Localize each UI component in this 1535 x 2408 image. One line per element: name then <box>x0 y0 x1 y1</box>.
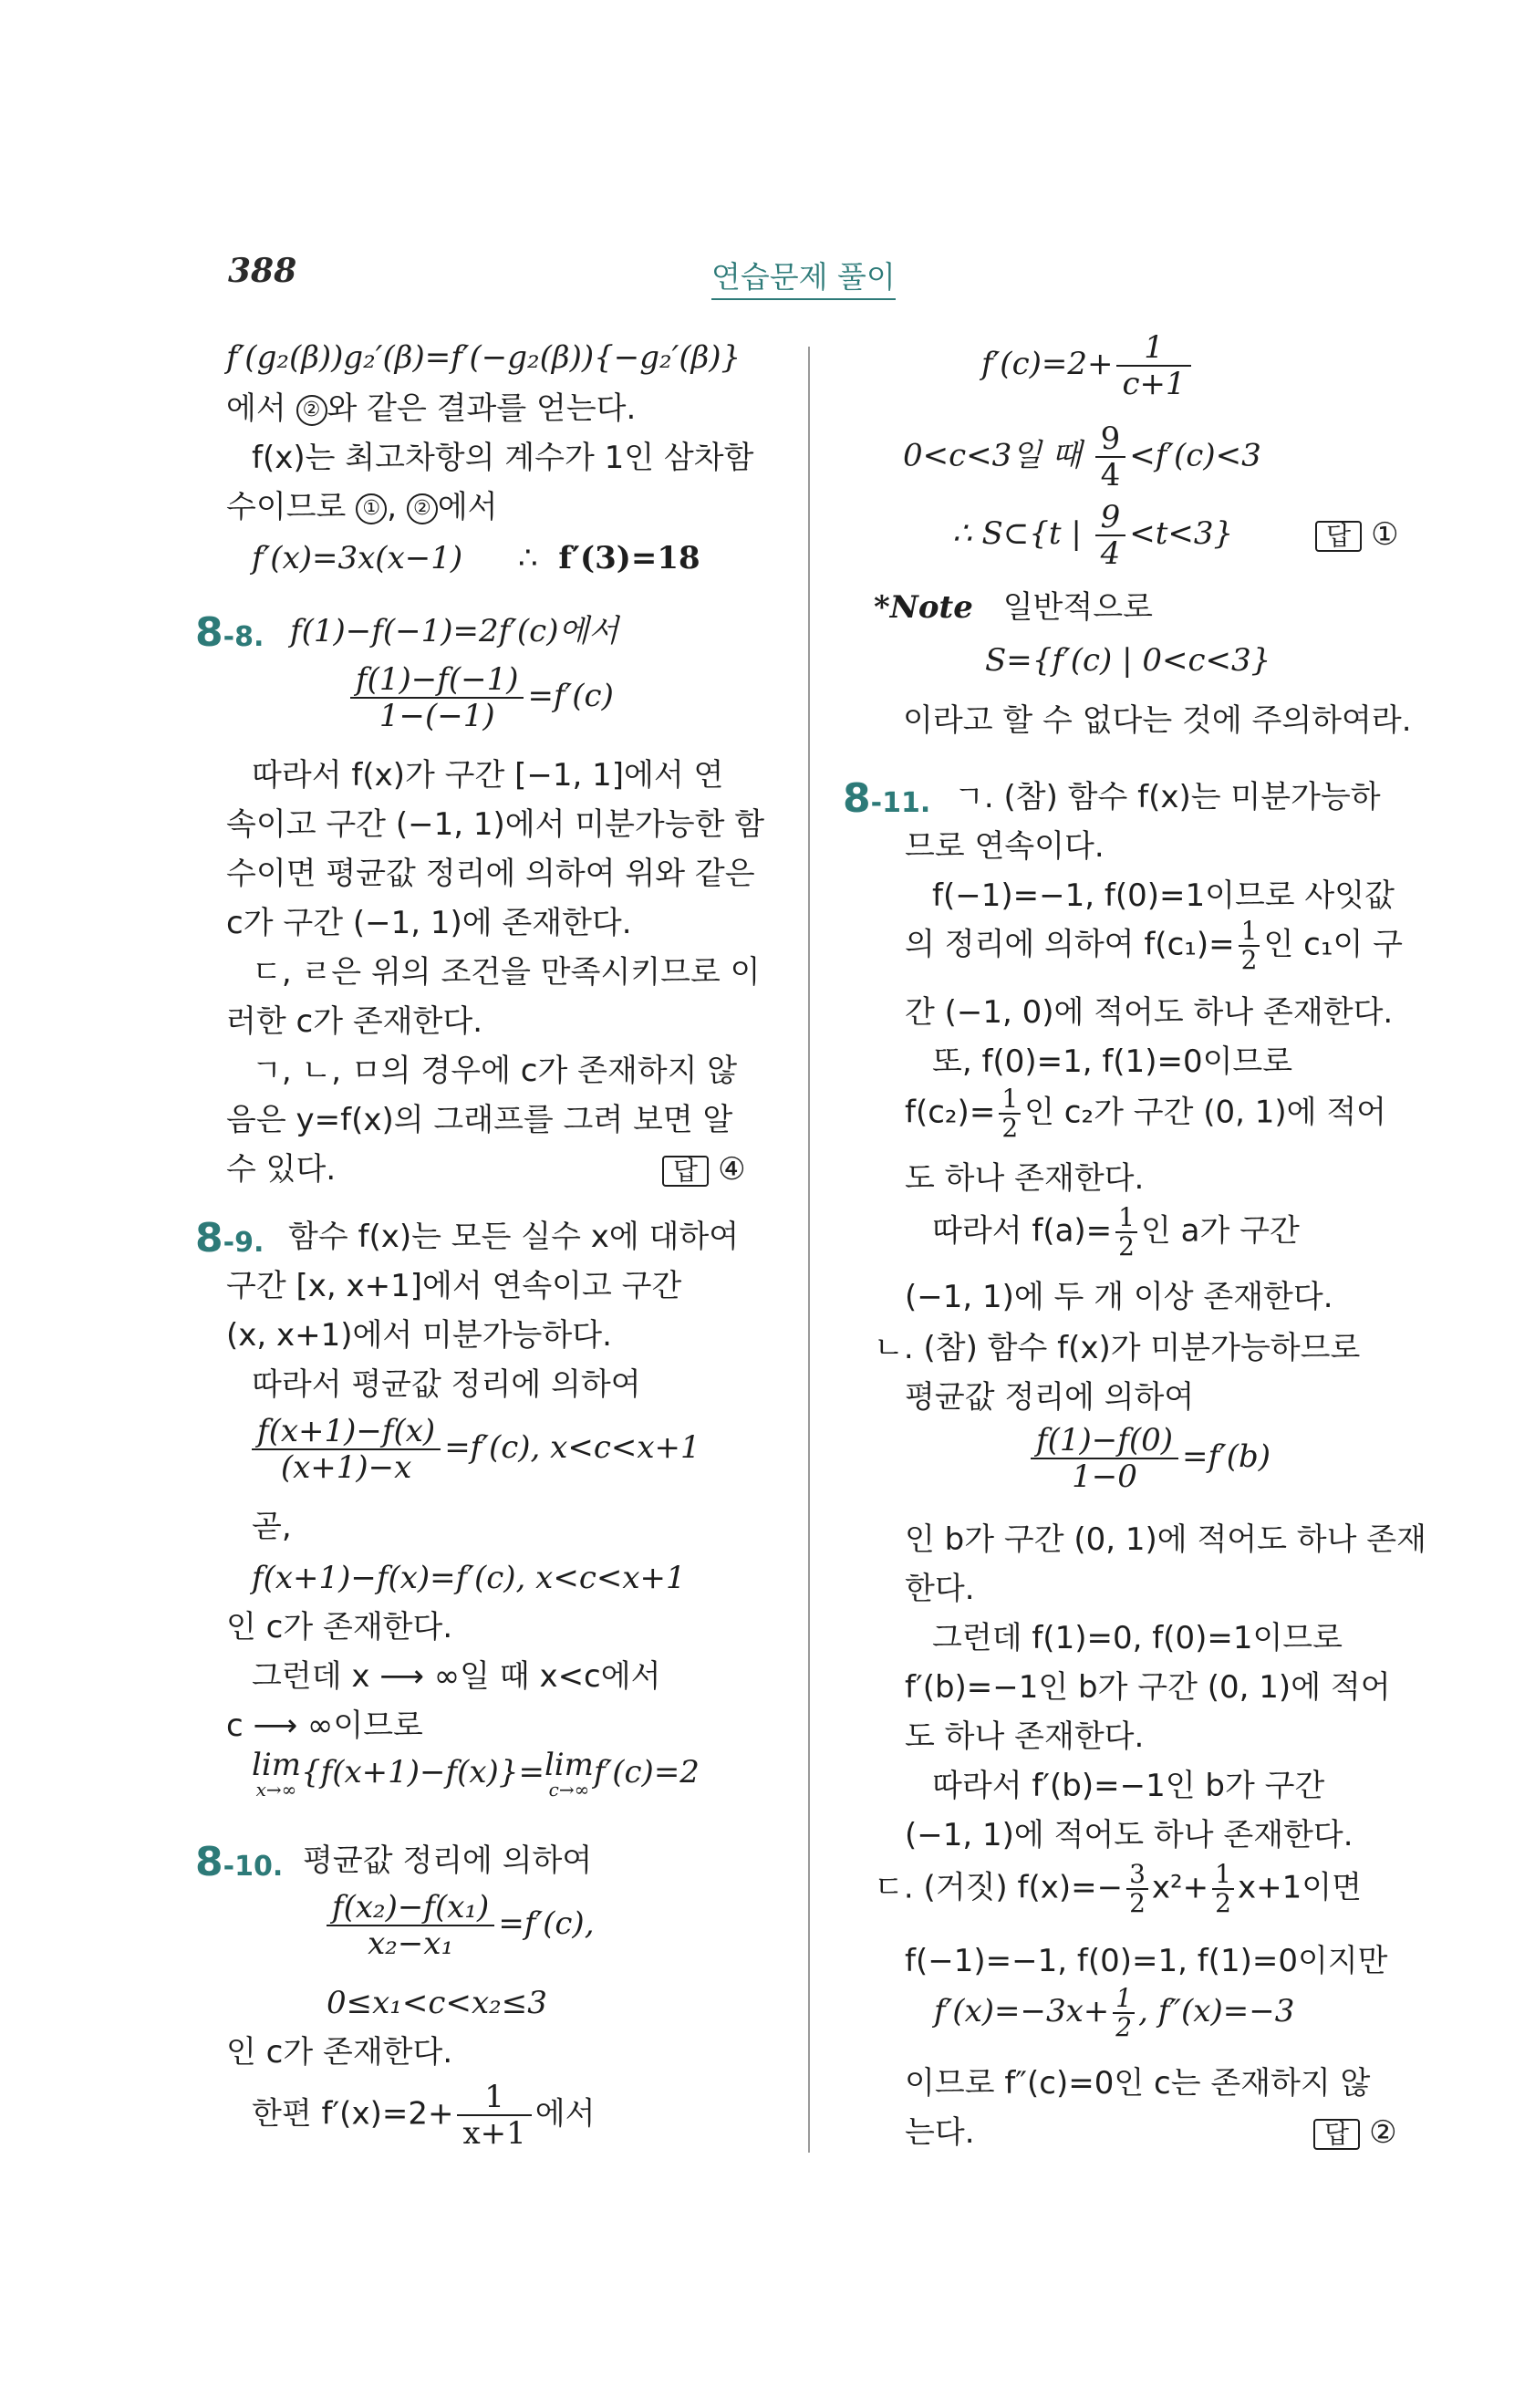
text-line: 그런데 x ⟶ ∞일 때 x<c에서 <box>252 1658 661 1695</box>
text-line: 따라서 평균값 정리에 의하여 <box>252 1366 641 1403</box>
text-line: 따라서 f′(b)=−1인 b가 구간 <box>932 1768 1325 1804</box>
text-line: 그런데 f(1)=0, f(0)=1이므로 <box>932 1620 1343 1656</box>
text-line: 도 하나 존재한다. <box>905 1160 1145 1197</box>
note-line: *Note 일반적으로 <box>874 589 1153 626</box>
answer-label: 답 <box>662 1156 709 1187</box>
text-line: 인 c가 존재한다. <box>226 2034 453 2071</box>
text-line: f(−1)=−1, f(0)=1, f(1)=0이지만 <box>905 1943 1388 1979</box>
circled-label: ② <box>296 395 327 426</box>
text-line: 는다. <box>905 2114 975 2151</box>
text-line: f(c₂)= $\frac{1}{2}$ 인 c₂가 구간 (0, 1)에 적어 <box>905 1084 1387 1143</box>
set-equation: S={f′(c) | 0<c<3} <box>985 642 1271 679</box>
fraction-equation: $\frac{f(1)-f(-1)}{1-(-1)}$ =f′(c) <box>347 662 614 733</box>
text-line: f′(b)=−1인 b가 구간 (0, 1)에 적어 <box>905 1669 1391 1706</box>
text-line: ㄴ. (참) 함수 f(x)가 미분가능하므로 <box>874 1330 1361 1366</box>
text-line: 함수 f(x)는 모든 실수 x에 대하여 <box>288 1219 740 1255</box>
problem-number-8-8: 8-8. <box>195 609 264 656</box>
answer-8-10: 답 ① <box>1315 516 1399 553</box>
text-line: (−1, 1)에 두 개 이상 존재한다. <box>905 1279 1333 1315</box>
answer-8-11: 답 ② <box>1313 2114 1397 2151</box>
text-line: 이라고 할 수 없다는 것에 주의하여라. <box>903 702 1412 739</box>
circled-label: ① <box>356 493 387 524</box>
text-line: f(−1)=−1, f(0)=1이므로 사잇값 <box>932 877 1395 914</box>
fraction-equation: $\frac{f(1)-f(0)}{1-0}$ =f′(b) <box>1027 1423 1271 1494</box>
answer-8-8: 답 ④ <box>662 1151 746 1188</box>
text-line: 인 c가 존재한다. <box>226 1609 453 1645</box>
text-line: c가 구간 (−1, 1)에 존재한다. <box>226 905 632 941</box>
problem-number-8-10: 8-10. <box>195 1839 284 1885</box>
text-line: 평균값 정리에 의하여 <box>905 1379 1195 1416</box>
equation-line: f′(x)=−3x+ $\frac{1}{2}$ , f″(x)=−3 <box>934 1983 1295 2042</box>
fraction-equation: $\frac{f(x+1)-f(x)}{(x+1)-x}$ =f′(c), x<c<x+1 <box>248 1414 700 1485</box>
text-line: 따라서 f(a)= $\frac{1}{2}$ 인 a가 구간 <box>932 1202 1300 1261</box>
text-line: 한편 f′(x)=2+ $\frac{1}{x+1}$ 에서 <box>252 2079 596 2152</box>
text-line: 구간 [x, x+1]에서 연속이고 구간 <box>226 1268 682 1304</box>
text-line: 음은 y=f(x)의 그래프를 그려 보면 알 <box>226 1102 733 1138</box>
text-line: 도 하나 존재한다. <box>905 1718 1145 1755</box>
text-line: 인 b가 구간 (0, 1)에 적어도 하나 존재 <box>905 1521 1426 1558</box>
text-line: 에서 ② 와 같은 결과를 얻는다. <box>226 390 637 427</box>
text-line: 러한 c가 존재한다. <box>226 1003 483 1040</box>
text-line: 므로 연속이다. <box>905 828 1105 865</box>
text-line: c ⟶ ∞이므로 <box>226 1707 423 1744</box>
problem-number-8-9: 8-9. <box>195 1215 264 1261</box>
problem-number-8-11: 8-11. <box>843 775 931 822</box>
text-line: f(x)는 최고차항의 계수가 1인 삼차함 <box>252 440 754 476</box>
text-line: 간 (−1, 0)에 적어도 하나 존재한다. <box>905 994 1394 1031</box>
fraction-equation: $\frac{\text{f(x₂)−f(x₁)}}{\text{x₂−x₁}}$ =f′(c), <box>323 1890 595 1961</box>
answer-label: 답 <box>1315 521 1362 552</box>
equation-line: f(x+1)−f(x)=f′(c), x<c<x+1 <box>252 1560 686 1596</box>
text-line: ㄱ, ㄴ, ㅁ의 경우에 c가 존재하지 않 <box>252 1053 738 1089</box>
circled-label: ② <box>407 493 438 524</box>
text-line: 이므로 f″(c)=0인 c는 존재하지 않 <box>905 2065 1371 2102</box>
running-title: 연습문제 풀이 <box>711 254 896 300</box>
text-line: 의 정리에 의하여 f(c₁)= $\frac{1}{2}$ 인 c₁이 구 <box>905 916 1403 975</box>
equation-line: f(1)−f(−1)=2f′(c)에서 <box>290 613 619 649</box>
text-line: 한다. <box>905 1571 975 1607</box>
equation-line: f′(x)=3x(x−1) ∴ f′(3)=18 <box>252 540 700 576</box>
page-number: 388 <box>228 252 297 290</box>
column-divider <box>808 347 810 2153</box>
text-line: 곧, <box>252 1509 292 1545</box>
set-inclusion-line: ∴ S⊂{t | $\frac{9}{4}$ <t<3} <box>952 499 1234 572</box>
answer-label: 답 <box>1313 2119 1360 2150</box>
text-line: 평균값 정리에 의하여 <box>303 1842 593 1879</box>
text-line: 속이고 구간 (−1, 1)에서 미분가능한 함 <box>226 806 765 843</box>
derivative-equation: f′(g₂(β))g₂′(β)=f′(−g₂(β)){−g₂′(β)} <box>226 339 742 376</box>
text-line: (−1, 1)에 적어도 하나 존재한다. <box>905 1817 1353 1853</box>
text-line: ㄷ, ㄹ은 위의 조건을 만족시키므로 이 <box>252 954 761 991</box>
inequality-line: 0≤x₁<c<x₂≤3 <box>327 1985 547 2021</box>
text-line: 따라서 f(x)가 구간 [−1, 1]에서 연 <box>252 757 724 794</box>
text-line: 또, f(0)=1, f(1)=0이므로 <box>932 1043 1293 1080</box>
text-line: ㄱ. (참) 함수 f(x)는 미분가능하 <box>954 779 1381 815</box>
text-line: (x, x+1)에서 미분가능하다. <box>226 1317 612 1354</box>
text-line: 수이므로 ① , ② 에서 <box>226 489 498 525</box>
inequality-line: 0<c<3일 때 $\frac{9}{4}$ <f′(c)<3 <box>903 420 1261 493</box>
text-line: 수 있다. <box>226 1151 337 1188</box>
text-line: ㄷ. (거짓) f(x)=− $\frac{3}{2}$ x²+ $\frac{1}{2}$ x+1이면 <box>874 1859 1362 1918</box>
text-line: 수이면 평균값 정리에 의하여 위와 같은 <box>226 856 755 892</box>
equation-line: f′(c)=2+ $\frac{1}{c+1}$ <box>981 330 1195 401</box>
note-label: *Note <box>874 589 973 626</box>
limit-equation: lim x→∞ {f(x+1)−f(x)}= lim c→∞ f′(c)=2 <box>252 1747 700 1801</box>
